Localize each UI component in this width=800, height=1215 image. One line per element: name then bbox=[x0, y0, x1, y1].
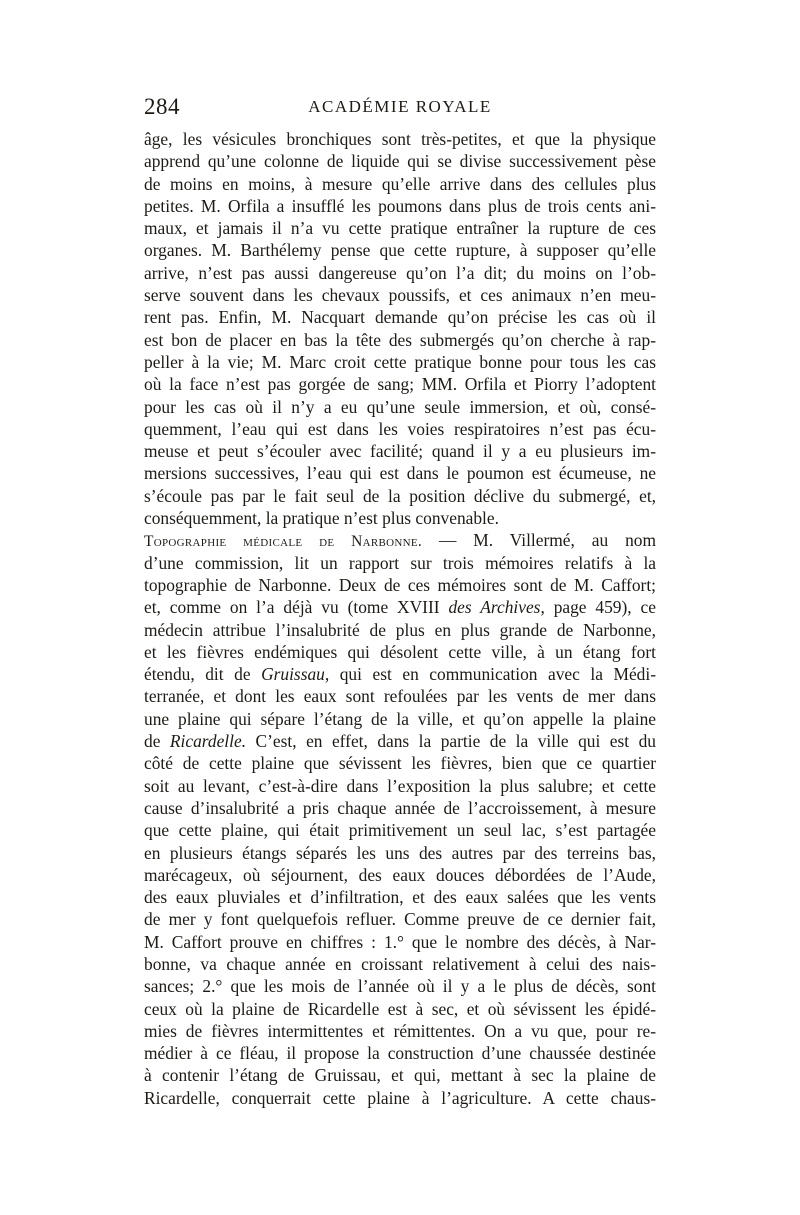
text-line: mersions successives, l’eau qui est dans le poumon est écumeuse, ne bbox=[144, 463, 656, 484]
text-line: organes. M. Barthélemy pense que cette rupture, à supposer qu’elle bbox=[144, 240, 656, 261]
section-lead: — M. Villermé, au nom bbox=[422, 530, 656, 551]
gruissau-line bbox=[144, 663, 656, 685]
text-line: bonne, va chaque année en croissant relativement à celui des nais- bbox=[144, 953, 656, 974]
text-line: que cette plaine, qui était primitivement un seul lac, s’est partagée bbox=[144, 820, 656, 841]
ricardelle-pre: de bbox=[144, 731, 170, 752]
page-number: 284 bbox=[144, 94, 180, 119]
text-line: de moins en moins, à mesure qu’elle arrive dans des cellules plus bbox=[144, 173, 656, 194]
text-line: où la face n’est pas gorgée de sang; MM. Orfila et Piorry l’adoptent bbox=[144, 374, 656, 395]
text-line: une plaine qui sépare l’étang de la ville, et qu’on appelle la plaine bbox=[144, 708, 656, 729]
gruissau-post: , qui est en communication avec la Médi- bbox=[324, 664, 656, 685]
citation-post: , page 459), ce bbox=[540, 597, 656, 618]
section-first-line bbox=[144, 529, 656, 551]
text-line: peller à la vie; M. Marc croit cette pratique bonne pour tous les cas bbox=[144, 351, 656, 372]
section-heading: Topographie médicale de Narbonne. bbox=[144, 533, 423, 551]
text-line: quemment, l’eau qui est dans les voies respiratoires n’est pas écu- bbox=[144, 418, 656, 439]
text-line: pour les cas où il n’y a eu qu’une seule immersion, et où, consé- bbox=[144, 396, 656, 417]
text-line: côté de cette plaine que sévissent les fièvres, bien que ce quartier bbox=[144, 753, 656, 774]
gruissau-name: Gruissau bbox=[261, 664, 325, 685]
ricardelle-line bbox=[144, 730, 656, 752]
text-line: conséquemment, la pratique n’est plus convenable. bbox=[144, 508, 499, 529]
text-line: médier à ce fléau, il propose la construction d’une chaussée destinée bbox=[144, 1043, 656, 1064]
ricardelle-post: C’est, en effet, dans la partie de la ville qui est du bbox=[246, 731, 656, 752]
text-line: meuse et peut s’écouler avec facilité; quand il y a eu plusieurs im- bbox=[144, 441, 656, 462]
text-line: arrive, n’est pas aussi dangereuse qu’on l’a dit; du moins on l’ob- bbox=[144, 262, 656, 283]
citation-pre: et, comme on l’a déjà vu (tome XVIII bbox=[144, 597, 449, 618]
text-line: petites. M. Orfila a insufflé les poumons dans plus de trois cents ani- bbox=[144, 195, 656, 216]
running-head bbox=[144, 94, 656, 124]
text-line: rent pas. Enfin, M. Nacquart demande qu’on précise les cas où il bbox=[144, 307, 656, 328]
text-line: mies de fièvres intermittentes et rémittentes. On a vu que, pour re- bbox=[144, 1020, 656, 1041]
text-line: de mer y font quelquefois refluer. Comme preuve de ce dernier fait, bbox=[144, 909, 656, 930]
running-title: ACADÉMIE ROYALE bbox=[308, 97, 492, 116]
text-line: serve souvent dans les chevaux poussifs, et ces animaux n’en meu- bbox=[144, 285, 656, 306]
text-line: apprend qu’une colonne de liquide qui se divise successivement pèse bbox=[144, 151, 656, 172]
text-line: d’une commission, lit un rapport sur trois mémoires relatifs à la bbox=[144, 552, 656, 573]
citation-title: des Archives bbox=[448, 597, 541, 618]
body-text bbox=[144, 128, 656, 1109]
ricardelle-name: Ricardelle. bbox=[169, 731, 247, 752]
text-line: terranée, et dont les eaux sont refoulées par les vents de mer dans bbox=[144, 686, 656, 707]
text-line: soit au levant, c’est-à-dire dans l’exposition la plus salubre; et cette bbox=[144, 775, 656, 796]
text-line: cause d’insalubrité a pris chaque année de l’accroissement, à mesure bbox=[144, 797, 656, 818]
text-line: marécageux, où séjournent, des eaux douces débordées de l’Aude, bbox=[144, 864, 656, 885]
text-line: topographie de Narbonne. Deux de ces mémoires sont de M. Caffort; bbox=[144, 574, 656, 595]
text-line: sances; 2.° que les mois de l’année où il y a le plus de décès, sont bbox=[144, 976, 656, 997]
text-line: ceux où la plaine de Ricardelle est à sec, et où sévissent les épidé- bbox=[144, 998, 656, 1019]
text-line: est bon de placer en bas la tête des submergés qu’on cherche à rap- bbox=[144, 329, 656, 350]
text-line: âge, les vésicules bronchiques sont très-petites, et que la physique bbox=[144, 129, 656, 149]
text-line: et les fièvres endémiques qui désolent cette ville, à un étang fort bbox=[144, 641, 656, 662]
citation-line bbox=[144, 596, 656, 618]
text-line: s’écoule pas par le fait seul de la position déclive du submergé, et, bbox=[144, 485, 656, 506]
text-line: médecin attribue l’insalubrité de plus en plus grande de Narbonne, bbox=[144, 619, 656, 640]
text-line: en plusieurs étangs séparés les uns des autres par des terreins bas, bbox=[144, 842, 656, 863]
text-line: maux, et jamais il n’a vu cette pratique entraîner la rupture de ces bbox=[144, 218, 656, 239]
text-line: des eaux pluviales et d’infiltration, et des eaux salées que les vents bbox=[144, 887, 656, 908]
text-line: à contenir l’étang de Gruissau, et qui, mettant à sec la plaine de bbox=[144, 1065, 656, 1086]
gruissau-pre: étendu, dit de bbox=[144, 664, 262, 685]
text-line: M. Caffort prouve en chiffres : 1.° que le nombre des décès, à Nar- bbox=[144, 931, 656, 952]
text-line: Ricardelle, conquerrait cette plaine à l’agriculture. A cette chaus- bbox=[144, 1087, 656, 1108]
